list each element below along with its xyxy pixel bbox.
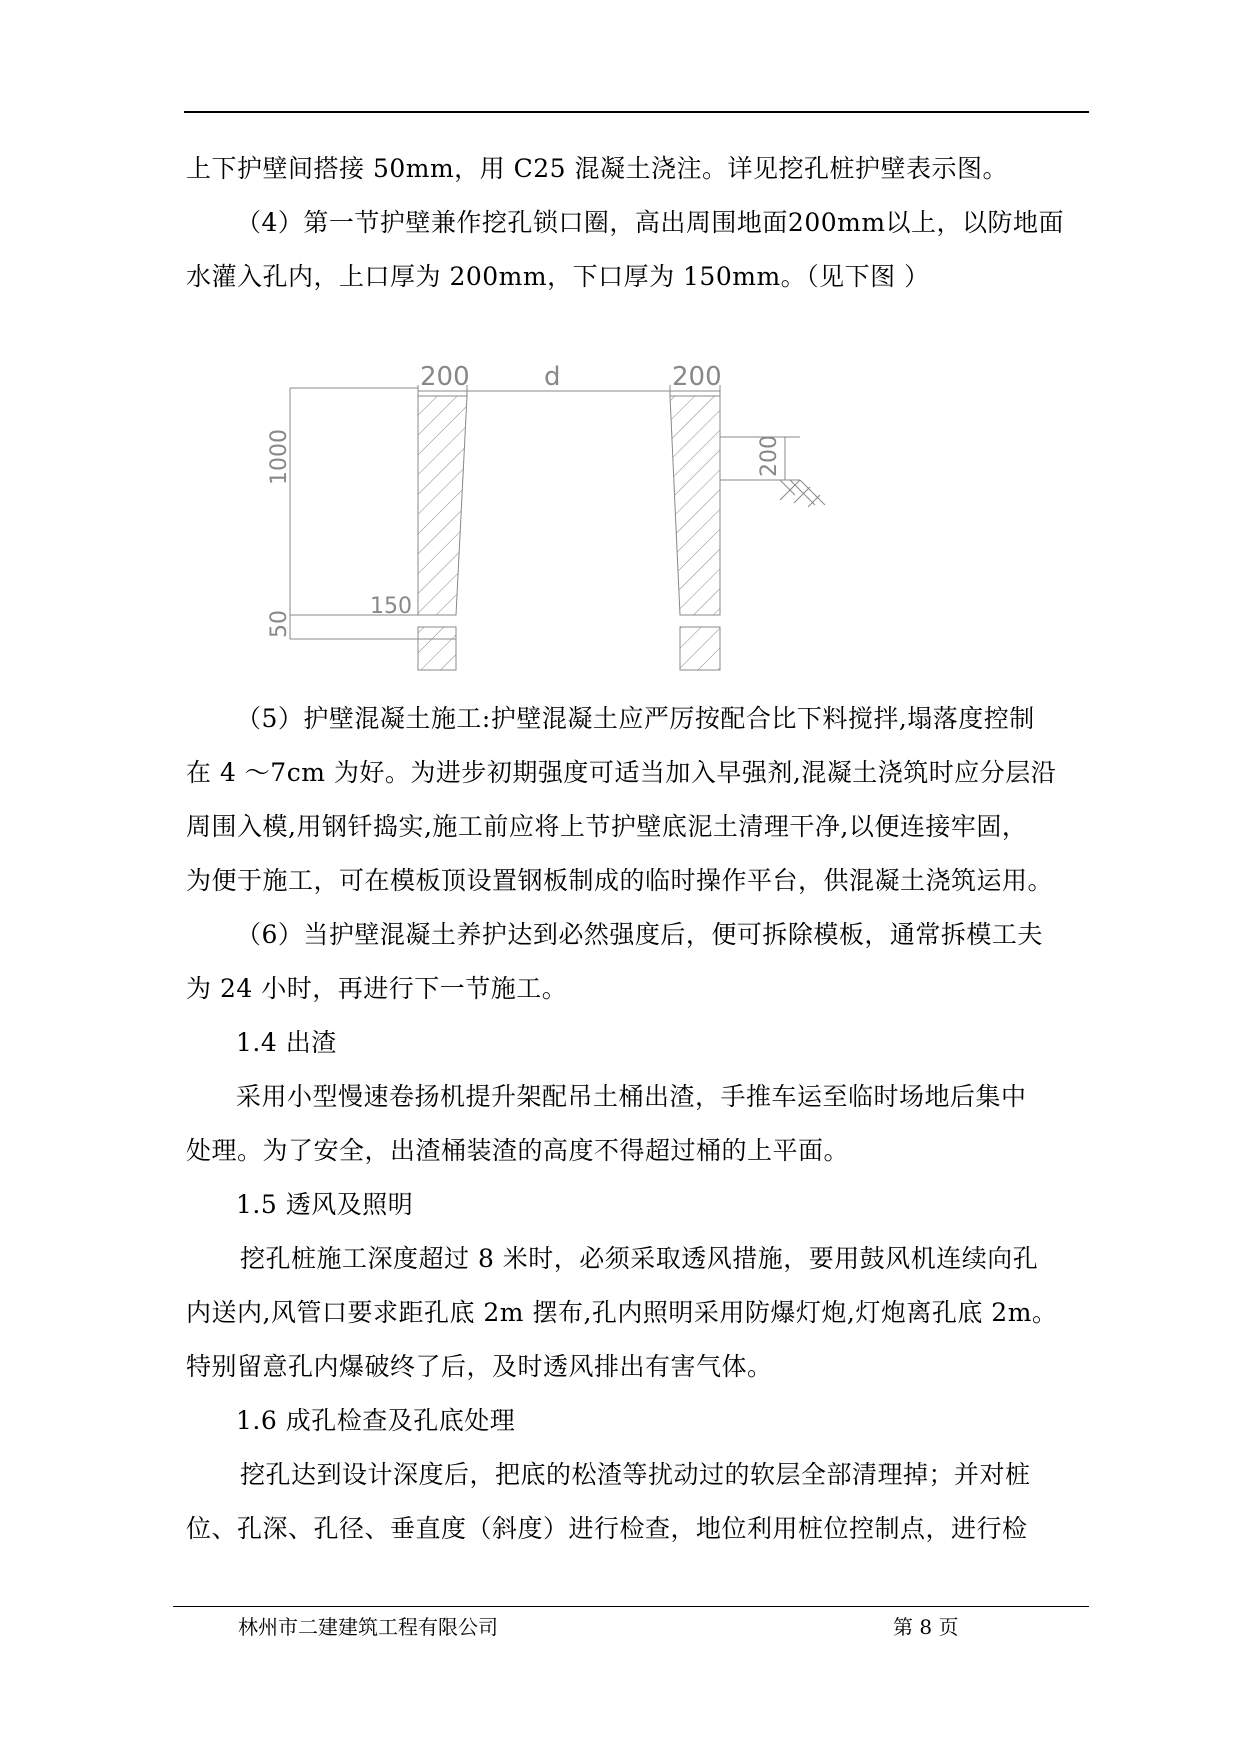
dim-bottom-label: 150 xyxy=(370,594,412,619)
pile-wall-diagram xyxy=(267,355,900,670)
section-heading: 1.4 出渣 xyxy=(236,1028,337,1057)
ground-hatch xyxy=(780,480,825,507)
dim-height-label: 1000 xyxy=(267,429,292,485)
paragraph-line: 周围入模,用钢钎捣实,施工前应将上节护壁底泥土清理干净,以便连接牢固， xyxy=(186,812,1028,841)
paragraph-line: 挖孔达到设计深度后，把底的松渣等扰动过的软层全部清理掉；并对桩 xyxy=(240,1460,1031,1489)
right-wall-lower-hatch xyxy=(680,627,720,670)
paragraph-line: 位、孔深、孔径、垂直度（斜度）进行检查，地位利用桩位控制点，进行检 xyxy=(186,1514,1028,1543)
header-rule xyxy=(184,111,1089,113)
paragraph-line: 在 4 ～7cm 为好。为进步初期强度可适当加入早强剂,混凝土浇筑时应分层沿 xyxy=(186,758,1057,787)
dim-ground-label: 200 xyxy=(757,435,782,477)
section-heading: 1.6 成孔检查及孔底处理 xyxy=(236,1406,516,1435)
footer-page-number: 第 8 页 xyxy=(893,1615,959,1639)
dim-overlap-label: 50 xyxy=(267,610,292,638)
right-wall-hatch xyxy=(670,396,720,615)
paragraph-line: 上下护壁间搭接 50mm，用 C25 混凝土浇注。详见挖孔桩护壁表示图。 xyxy=(186,154,1009,183)
paragraph-line: （6）当护壁混凝土养护达到必然强度后，便可拆除模板，通常拆模工夫 xyxy=(236,920,1043,949)
footer-rule xyxy=(173,1606,1089,1607)
dim-top-right-label: 200 xyxy=(672,362,722,392)
paragraph-line: （4）第一节护壁兼作挖孔锁口圈，高出周围地面200mm以上，以防地面 xyxy=(236,208,1065,237)
section-heading: 1.5 透风及照明 xyxy=(236,1190,414,1219)
paragraph-line: 处理。为了安全，出渣桶装渣的高度不得超过桶的上平面。 xyxy=(186,1136,850,1165)
dim-d-label: d xyxy=(544,362,561,392)
paragraph-line: 挖孔桩施工深度超过 8 米时，必须采取透风措施，要用鼓风机连续向孔 xyxy=(240,1244,1039,1273)
footer-company: 林州市二建建筑工程有限公司 xyxy=(238,1615,498,1639)
paragraph-line: （5）护壁混凝土施工:护壁混凝土应严厉按配合比下料搅拌,塌落度控制 xyxy=(236,704,1035,733)
paragraph-line: 采用小型慢速卷扬机提升架配吊土桶出渣，手推车运至临时场地后集中 xyxy=(236,1082,1027,1111)
dim-top-left-label: 200 xyxy=(420,362,470,392)
left-wall-hatch xyxy=(418,396,467,615)
paragraph-line: 为便于施工，可在模板顶设置钢板制成的临时操作平台，供混凝土浇筑运用。 xyxy=(186,866,1054,895)
paragraph-line: 为 24 小时，再进行下一节施工。 xyxy=(186,974,568,1003)
paragraph-line: 水灌入孔内，上口厚为 200mm，下口厚为 150mm。（见下图 ） xyxy=(186,262,930,291)
left-wall-lower-hatch xyxy=(418,627,456,670)
paragraph-line: 特别留意孔内爆破终了后，及时透风排出有害气体。 xyxy=(186,1352,773,1381)
paragraph-line: 内送内,风管口要求距孔底 2m 摆布,孔内照明采用防爆灯炮,灯炮离孔底 2m。 xyxy=(186,1298,1058,1327)
